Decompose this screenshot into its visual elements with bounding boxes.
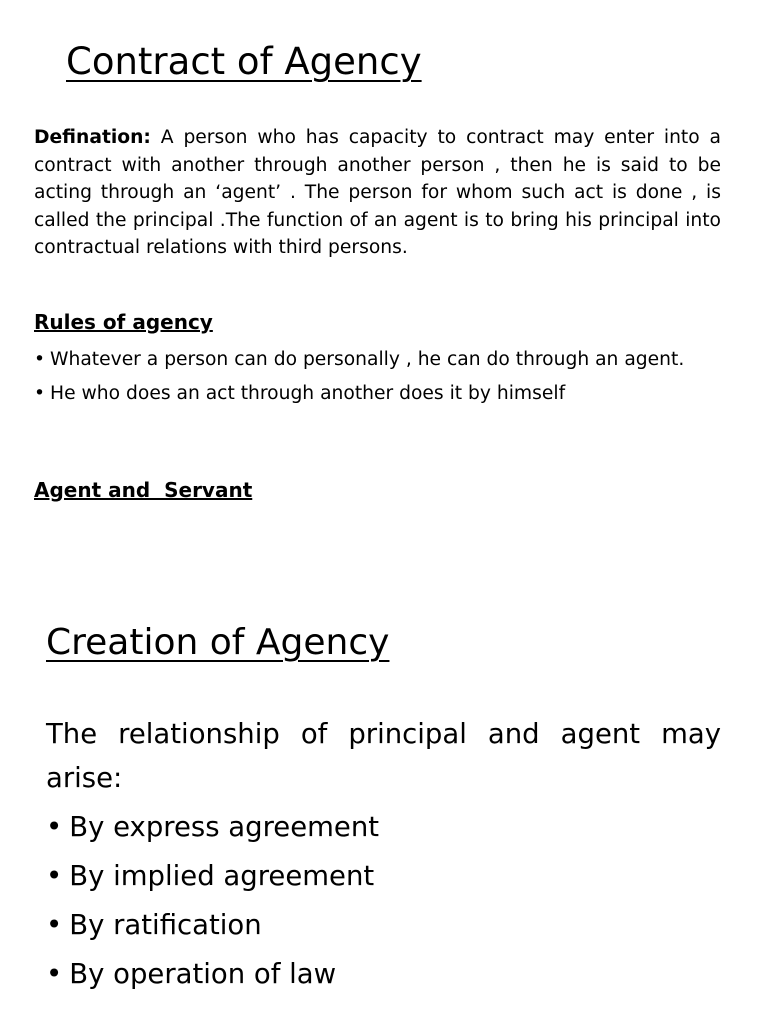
slide-title: Creation of Agency	[46, 622, 390, 663]
agent-servant-heading: Agent and Servant	[34, 478, 253, 502]
rules-heading: Rules of agency	[34, 310, 213, 334]
definition-term: Defination:	[34, 127, 151, 148]
rules-list	[34, 346, 721, 413]
intro-paragraph: The relationship of principal and agent may arise:	[46, 718, 721, 794]
slide-creation-of-agency	[0, 600, 768, 1024]
bullet-icon: •	[34, 382, 46, 404]
item-text: By ratification	[69, 909, 262, 941]
list-item	[46, 852, 721, 901]
list-item	[46, 901, 721, 950]
slide-title: Contract of Agency	[66, 40, 422, 83]
rule-text: Whatever a person can do personally , he can do through an agent.	[50, 349, 685, 370]
list-item	[34, 346, 721, 374]
bullet-icon: •	[46, 811, 63, 843]
rule-text: He who does an act through another does it by himself	[50, 382, 566, 404]
bullet-icon: •	[46, 860, 63, 892]
list-item	[46, 950, 721, 999]
bullet-icon: •	[34, 349, 46, 370]
creation-list	[46, 803, 721, 999]
item-text: By operation of law	[69, 958, 337, 990]
bullet-icon: •	[46, 958, 63, 990]
item-text: By implied agreement	[69, 860, 375, 892]
definition-paragraph	[34, 124, 721, 262]
list-item	[34, 380, 721, 408]
list-item	[46, 803, 721, 852]
item-text: By express agreement	[69, 811, 380, 843]
bullet-icon: •	[46, 909, 63, 941]
definition-text: A person who has capacity to contract may enter into a contract with another through another person , then he is said to be acting through an ‘agent’ . The person for whom such act is done , is called the principal .The function of an agent is to bring his principal into contractual relations with third persons.	[34, 127, 721, 258]
